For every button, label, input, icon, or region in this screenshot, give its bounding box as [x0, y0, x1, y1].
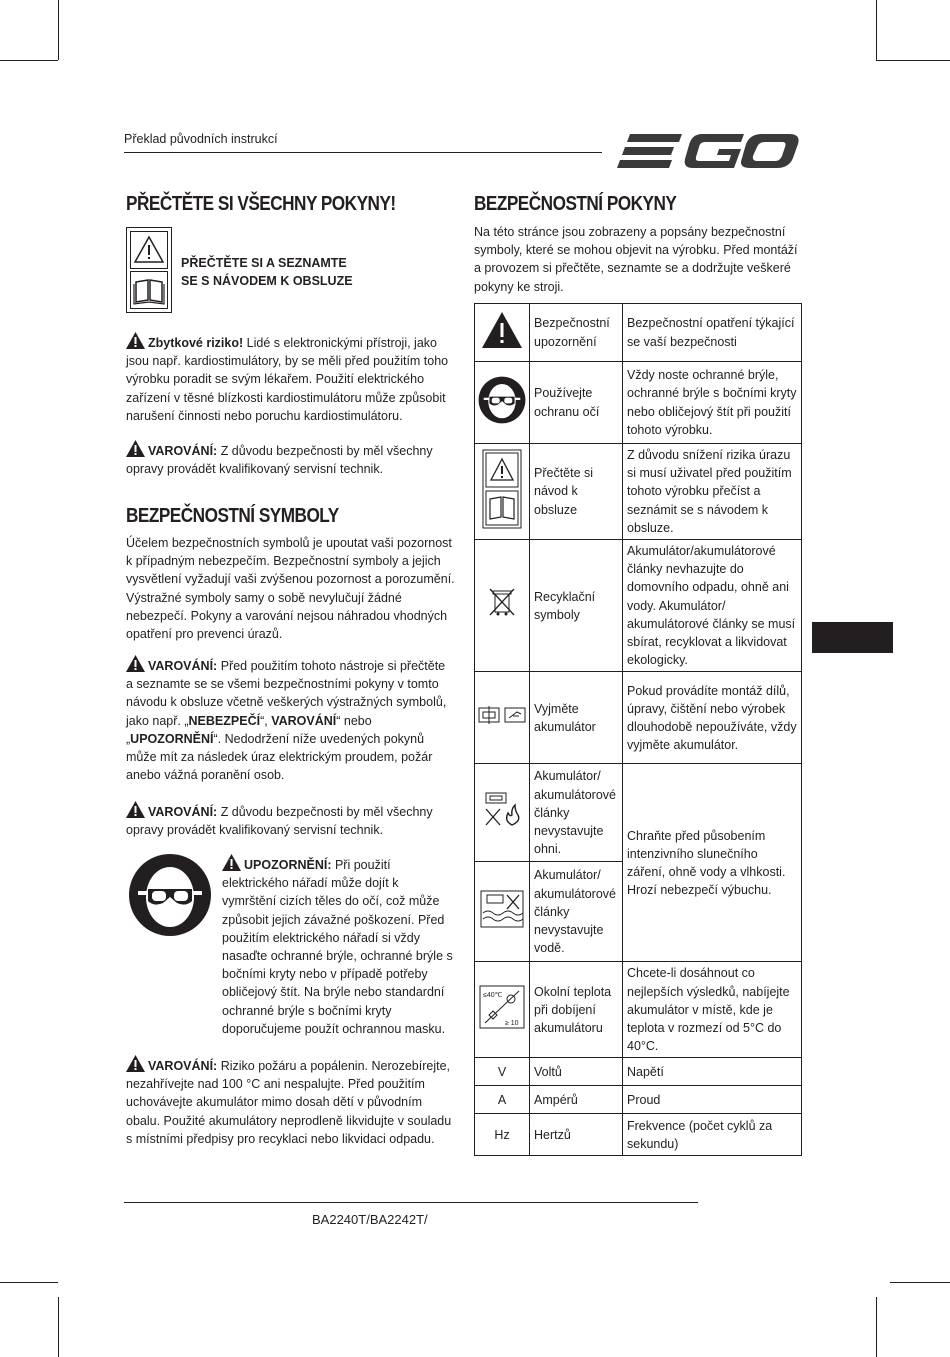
warning-heading: VAROVÁNÍ:	[148, 1059, 218, 1073]
residual-risk-text: Lidé s elektronickými přístroji, jako jsou např. kardiostimulátory, by se měli před použitím toho výrobku poradit se svým lékařem. Použití elektrického zařízení v těsné blízkosti kardiostimulátoru může způsobit narušení činnosti nebo poruchu kardiostimulátoru.	[126, 336, 449, 423]
symbol-description: Bezpečnostní opatření týkající se vaší bezpečnosti	[623, 304, 802, 362]
warning-paragraph-1	[126, 440, 451, 478]
title-read-all: PŘEČTĚTE SI VŠECHNY POKYNY!	[126, 193, 396, 215]
symbol-description: Chraňte před působením intenzivního slunečního záření, ohně vody a vlhkosti. Hrozí nebezpečí výbuchu.	[623, 764, 802, 962]
symbol-name: Používejte ochranu očí	[530, 362, 623, 444]
table-row	[475, 962, 802, 1058]
header-rule	[124, 152, 602, 153]
title-safety-instructions: BEZPEČNOSTNÍ POKYNY	[474, 193, 677, 215]
page-tab-marker	[812, 622, 893, 653]
symbol-name: Akumulátor/ akumulátorové články nevystavujte vodě.	[530, 862, 623, 962]
symbol-cell	[475, 362, 530, 444]
read-manual-label	[181, 254, 353, 290]
warning-heading: VAROVÁNÍ:	[148, 659, 218, 673]
symbol-description: Napětí	[623, 1058, 802, 1086]
warning-paragraph-4	[126, 1055, 454, 1148]
crop-mark	[876, 60, 950, 61]
safety-intro-paragraph: Na této stránce jsou zobrazeny a popsány bezpečnostní symboly, které se mohou objevit na výrobku. Před montáží a provozem si přečtěte, seznamte se a dodržujte veškeré pokyny ke stroji.	[474, 225, 798, 294]
symbol-cell: A	[475, 1086, 530, 1114]
symbol-description: Frekvence (počet cyklů za sekundu)	[623, 1114, 802, 1156]
warning-icon	[126, 655, 145, 672]
read-label-line: SE S NÁVODEM K OBSLUZE	[181, 274, 353, 288]
crossed-bin-icon	[487, 586, 517, 620]
warning-paragraph-3	[126, 801, 451, 839]
warning-icon	[480, 310, 524, 350]
title-safety-symbols: BEZPEČNOSTNÍ SYMBOLY	[126, 505, 339, 527]
symbol-cell	[475, 540, 530, 672]
eye-protection-icon	[128, 853, 212, 937]
header-subtitle: Překlad původních instrukcí	[124, 132, 278, 146]
warning-icon	[130, 231, 168, 269]
no-fire-icon	[482, 791, 522, 829]
read-manual-symbol	[126, 227, 172, 313]
read-label-line: PŘEČTĚTE SI A SEZNAMTE	[181, 256, 347, 270]
symbols-intro-paragraph: Účelem bezpečnostních symbolů je upoutat vaši pozornost k případným nebezpečím. Bezpečnostní symboly a jejich vysvětlení vyžadují vaši zvýšenou pozornost a porozumění. Výstražné symboly samy o sobě nevylučují žádné nebezpečí. Pokyny a varování nejsou náhradou vhodných opatření pro prevenci úrazů.	[126, 536, 455, 642]
warning-text: “ nebo „	[126, 713, 372, 746]
symbol-name: Hertzů	[530, 1114, 623, 1156]
symbol-description: Akumulátor/akumulátorové články nevhazujte do domovního odpadu, ohně ani vody. Akumulátor/ akumulátorové články se musí sbírat, recyklovat a likvidovat ekologicky.	[623, 540, 802, 672]
caution-heading: UPOZORNĚNÍ:	[244, 858, 332, 872]
no-water-icon	[479, 889, 525, 929]
keyword-danger: NEBEZPEČÍ	[188, 713, 261, 728]
symbol-description: Proud	[623, 1086, 802, 1114]
residual-risk-heading: Zbytkové riziko!	[148, 336, 244, 350]
symbol-cell	[475, 304, 530, 362]
keyword-caution: UPOZORNĚNÍ	[130, 731, 214, 746]
crop-mark	[0, 60, 58, 61]
warning-icon	[126, 1055, 145, 1072]
crop-mark	[58, 0, 59, 60]
table-row	[475, 444, 802, 540]
symbol-name: Recyklační symboly	[530, 540, 623, 672]
warning-heading: VAROVÁNÍ:	[148, 444, 218, 458]
symbol-description: Vždy noste ochranné brýle, ochranné brýle s bočními kryty nebo obličejový štít při použití tohoto výrobku.	[623, 362, 802, 444]
symbol-name: Okolní teplota při dobíjení akumulátoru	[530, 962, 623, 1058]
eye-protection-icon	[478, 376, 526, 424]
warning-text: Riziko požáru a popálenin. Nerozebírejte, nezahřívejte nad 100 °C ani nespalujte. Před použitím uchovávejte akumulátor mimo dosah dětí v původním obalu. Použité akumulátory neprodleně likvidujte v souladu s místními předpisy pro recyklaci nebo likvidaci odpadu.	[126, 1059, 452, 1146]
table-row	[475, 1086, 802, 1114]
symbol-name: Přečtěte si návod k obsluze	[530, 444, 623, 540]
ego-logo	[616, 130, 801, 172]
warning-heading: VAROVÁNÍ:	[148, 805, 218, 819]
safety-symbols-table	[474, 303, 802, 1156]
symbol-name: Bezpečnostní upozornění	[530, 304, 623, 362]
symbol-name: Vyjměte akumulátor	[530, 672, 623, 764]
symbol-name: Ampérů	[530, 1086, 623, 1114]
table-row	[475, 304, 802, 362]
warning-icon	[126, 440, 145, 457]
table-row	[475, 1058, 802, 1086]
remove-battery-icon	[477, 704, 527, 726]
read-manual-icon	[482, 449, 522, 529]
crop-mark	[876, 1297, 877, 1357]
warning-icon	[222, 854, 241, 871]
warning-text: “,	[260, 713, 272, 728]
footer-rule	[124, 1202, 698, 1203]
table-row	[475, 672, 802, 764]
crop-mark	[0, 1282, 58, 1283]
temperature-range-icon	[479, 985, 525, 1029]
symbol-description: Chcete-li dosáhnout co nejlepších výsledků, nabíjejte akumulátor v místě, kde je teplota v rozmezí od 5°C do 40°C.	[623, 962, 802, 1058]
table-row	[475, 1114, 802, 1156]
residual-risk-paragraph	[126, 332, 451, 425]
crop-mark	[876, 0, 877, 60]
keyword-warning: VAROVÁNÍ	[271, 713, 337, 728]
symbol-name: Akumulátor/ akumulátorové články nevystavujte ohni.	[530, 764, 623, 862]
symbol-cell	[475, 862, 530, 962]
crop-mark	[890, 1282, 950, 1283]
table-row	[475, 362, 802, 444]
warning-paragraph-2	[126, 655, 451, 784]
crop-mark	[58, 1297, 59, 1357]
symbol-cell: Hz	[475, 1114, 530, 1156]
caution-text: Při použití elektrického nářadí může dojít k vymrštění cizích těles do očí, což může způsobit jejich závažné poškození. Před použitím elektrického nářadí si vždy nasaďte ochranné brýle, ochranné brýle s bočními kryty nebo v případě potřeby obličejový štít. Na brýle nebo standardní ochranné brýle s bočními kryty doporučujeme použít ochrannou masku.	[222, 858, 453, 1036]
warning-text: Z důvodu bezpečnosti by měl všechny opravy provádět kvalifikovaný servisní technik.	[126, 444, 433, 477]
caution-paragraph	[222, 854, 454, 1038]
symbol-cell	[475, 962, 530, 1058]
book-icon	[130, 271, 168, 309]
warning-text: Z důvodu bezpečnosti by měl všechny opravy provádět kvalifikovaný servisní technik.	[126, 805, 433, 838]
table-row	[475, 540, 802, 672]
symbol-description: Z důvodu snížení rizika úrazu si musí uživatel před použitím tohoto výrobku přečíst a seznámit se s návodem k obsluze.	[623, 444, 802, 540]
table-row	[475, 764, 802, 862]
temperature-high-label: ≤40℃	[483, 992, 503, 1000]
warning-icon	[126, 801, 145, 818]
symbol-cell	[475, 672, 530, 764]
symbol-cell	[475, 764, 530, 862]
symbol-name: Voltů	[530, 1058, 623, 1086]
symbol-cell: V	[475, 1058, 530, 1086]
temperature-low-label: ≥ 10	[505, 1020, 519, 1028]
warning-icon	[126, 332, 145, 349]
symbol-description: Pokud provádíte montáž dílů, úpravy, čištění nebo výrobek dlouhodobě nepoužíváte, vždy vyjměte akumulátor.	[623, 672, 802, 764]
symbol-cell	[475, 444, 530, 540]
warning-text: “. Nedodržení níže uvedených pokynů může mít za následek úraz elektrickým proudem, požár anebo vážná poranění osob.	[126, 731, 433, 783]
warning-text: Před použitím tohoto nástroje si přečtěte a seznamte se se všemi bezpečnostními pokyny v tomto návodu k obsluze včetně veškerých výstražných symbolů, jako např. „	[126, 659, 447, 728]
footer-model: BA2240T/BA2242T/	[312, 1212, 428, 1227]
